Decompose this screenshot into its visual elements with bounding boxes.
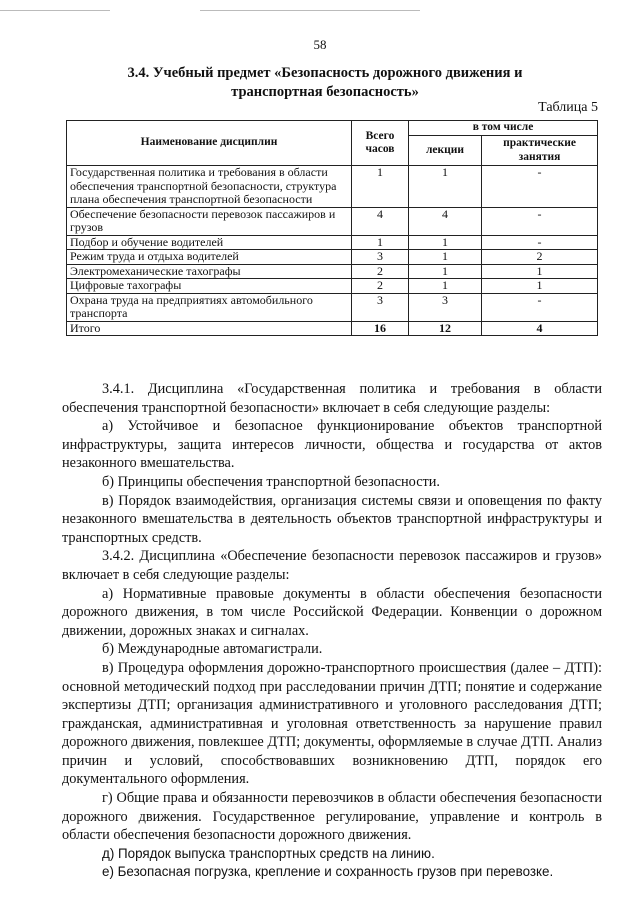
disciplines-table: [66, 120, 598, 336]
row-practice: 1: [482, 279, 598, 294]
table-row: [67, 279, 598, 294]
row-practice: -: [482, 293, 598, 321]
paragraph: в) Процедура оформления дорожно-транспортного происшествия (далее – ДТП): основной методический подход при расследовании причин ДТП; понятие и содержание экспертизы ДТП; организация административного и уголовного расследования ДТП; гражданская, административная и уголовная ответственность за нарушение правил дорожного движения, повлекшее ДТП; документы, оформляемые в случае ДТП. Анализ причин и условий, способствовавших возникновению ДТП, порядок его документального оформления.: [62, 659, 602, 788]
total-lectures: 12: [409, 321, 482, 336]
table-row: [67, 250, 598, 265]
row-total: 2: [352, 279, 409, 294]
row-total: 2: [352, 264, 409, 279]
row-name: Государственная политика и требования в области обеспечения транспортной безопасности, структура плана обеспечения транспортной безопасности: [67, 166, 352, 208]
table-row: [67, 293, 598, 321]
header-including: в том числе: [409, 121, 598, 136]
row-name: Обеспечение безопасности перевозок пассажиров и грузов: [67, 207, 352, 235]
row-name: Электромеханические тахографы: [67, 264, 352, 279]
total-practice: 4: [482, 321, 598, 336]
paragraph: 3.4.1. Дисциплина «Государственная политика и требования в области обеспечения транспортной безопасности» включает в себя следующие разделы:: [62, 381, 602, 416]
row-total: 3: [352, 293, 409, 321]
row-name: Охрана труда на предприятиях автомобильного транспорта: [67, 293, 352, 321]
paragraph: в) Порядок взаимодействия, организация системы связи и оповещения по факту незаконного вмешательства в деятельность объектов транспортной инфраструктуры и транспортных средств.: [62, 492, 602, 546]
row-practice: -: [482, 166, 598, 208]
paragraph: б) Принципы обеспечения транспортной безопасности.: [102, 473, 441, 490]
row-lectures: 4: [409, 207, 482, 235]
total-hours: 16: [352, 321, 409, 336]
page-number: 58: [313, 37, 327, 52]
paragraph: а) Нормативные правовые документы в области обеспечения безопасности дорожного движения, в том числе Российской Федерации. Конвенции о дорожном движении, дорожных знаках и сигналах.: [62, 585, 602, 639]
row-total: 4: [352, 207, 409, 235]
paragraph: б) Международные автомагистрали.: [102, 641, 323, 658]
paragraph: е) Безопасная погрузка, крепление и сохранность грузов при перевозке.: [102, 864, 554, 880]
header-lectures: лекции: [409, 136, 482, 166]
table-row: [67, 207, 598, 235]
section-title: 3.4. Учебный предмет «Безопасность дорожного движения и транспортная безопасность»: [127, 65, 523, 100]
total-label: Итого: [67, 321, 352, 336]
table-label: Таблица 5: [538, 100, 598, 115]
table-total-row: [67, 321, 598, 336]
paragraph: а) Устойчивое и безопасное функционирование объектов транспортной инфраструктуры, защита интересов личности, общества и государства от актов незаконного вмешательства.: [62, 418, 602, 472]
paragraph: д) Порядок выпуска транспортных средств на линию.: [102, 845, 435, 861]
row-name: Режим труда и отдыха водителей: [67, 250, 352, 265]
row-lectures: 1: [409, 264, 482, 279]
table-row: [67, 264, 598, 279]
row-practice: 1: [482, 264, 598, 279]
row-lectures: 1: [409, 166, 482, 208]
row-practice: -: [482, 235, 598, 250]
header-practice: практические занятия: [482, 136, 598, 166]
scan-artifact-line: [200, 10, 420, 11]
row-total: 3: [352, 250, 409, 265]
row-total: 1: [352, 166, 409, 208]
row-name: Цифровые тахографы: [67, 279, 352, 294]
row-lectures: 1: [409, 250, 482, 265]
row-practice: 2: [482, 250, 598, 265]
header-total: Всего часов: [352, 121, 409, 166]
body-text: [62, 380, 602, 882]
paragraph: 3.4.2. Дисциплина «Обеспечение безопасности перевозок пассажиров и грузов» включает в себя следующие разделы:: [62, 548, 602, 583]
table-row: [67, 166, 598, 208]
row-lectures: 3: [409, 293, 482, 321]
row-practice: -: [482, 207, 598, 235]
row-total: 1: [352, 235, 409, 250]
row-lectures: 1: [409, 235, 482, 250]
row-lectures: 1: [409, 279, 482, 294]
row-name: Подбор и обучение водителей: [67, 235, 352, 250]
scan-artifact-line: [0, 10, 110, 11]
header-name: Наименование дисциплин: [67, 121, 352, 166]
table-row: [67, 235, 598, 250]
paragraph: г) Общие права и обязанности перевозчиков в области обеспечения безопасности дорожного движения. Государственное регулирование, управление и контроль в области обеспечения безопасности дорожного движения.: [62, 790, 602, 844]
